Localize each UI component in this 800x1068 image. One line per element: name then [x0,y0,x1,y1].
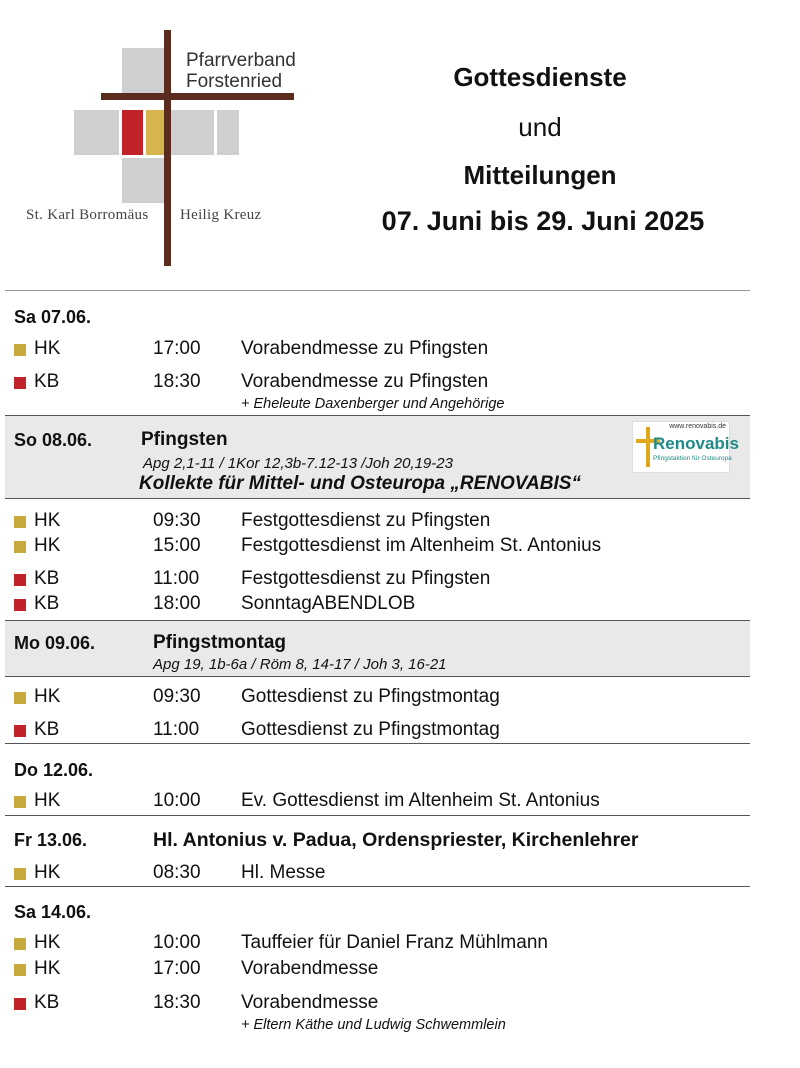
logo-cross-horizontal [101,93,294,100]
service-time: 15:00 [153,535,201,556]
kb-marker [14,574,26,586]
divider [5,498,750,499]
hk-marker [14,796,26,808]
feast-name: Hl. Antonius v. Padua, Ordenspriester, Kirchenlehrer [153,829,639,851]
service-time: 18:00 [153,593,201,614]
service-location: KB [34,593,60,614]
service-location: HK [34,790,61,811]
day-date: Sa 14.06. [14,902,92,922]
service-location: KB [34,719,60,740]
service-location: KB [34,371,60,392]
service-time: 17:00 [153,958,201,979]
hk-marker [14,344,26,356]
renovabis-cross-icon [646,427,650,467]
divider [5,676,750,677]
service-description: Hl. Messe [241,862,326,883]
service-description: Festgottesdienst im Altenheim St. Antonius [241,535,602,556]
service-time: 08:30 [153,862,201,883]
scripture-readings: Apg 19, 1b-6a / Röm 8, 14-17 / Joh 3, 16-21 [153,656,447,673]
logo-cross-vertical [164,30,171,266]
day-date: Do 12.06. [14,760,94,780]
service-description: Vorabendmesse zu Pfingsten [241,338,489,359]
day-date: Mo 09.06. [14,633,96,653]
hk-marker [14,692,26,704]
day-date: Sa 07.06. [14,307,92,327]
renovabis-tagline: Pfingstaktion für Osteuropa [653,455,732,462]
divider [5,290,750,291]
scripture-readings: Apg 2,1-11 / 1Kor 12,3b-7.12-13 /Joh 20,19-23 [143,455,453,472]
service-time: 17:00 [153,338,201,359]
service-time: 09:30 [153,686,201,707]
service-location: HK [34,535,61,556]
intention-note: + Eltern Käthe und Ludwig Schwemmlein [241,1017,506,1033]
feast-name: Pfingstmontag [153,632,286,653]
service-time: 10:00 [153,932,201,953]
service-time: 18:30 [153,992,201,1013]
kb-marker [14,998,26,1010]
logo-square [74,110,119,155]
hk-marker [14,541,26,553]
header-title: Gottesdienste [453,62,627,92]
hk-marker [14,516,26,528]
service-location: KB [34,568,60,589]
service-location: HK [34,510,61,531]
collection-note: Kollekte für Mittel- und Osteuropa „RENOVABIS“ [139,473,581,494]
service-time: 11:00 [153,568,200,589]
intention-note: + Eheleute Daxenberger und Angehörige [241,396,505,412]
logo-square [122,158,167,203]
logo-name-line1: Pfarrverband [186,50,296,71]
logo-church-right: Heilig Kreuz [180,207,262,223]
hk-marker [14,868,26,880]
hk-marker [14,938,26,950]
logo-church-left: St. Karl Borromäus [26,207,149,223]
logo-square [122,48,167,93]
logo-square [169,110,214,155]
service-description: Vorabendmesse [241,992,379,1013]
service-description: Gottesdienst zu Pfingstmontag [241,719,500,740]
service-time: 10:00 [153,790,201,811]
divider [5,815,750,816]
service-location: HK [34,958,61,979]
service-description: Gottesdienst zu Pfingstmontag [241,686,500,707]
service-description: SonntagABENDLOB [241,593,416,614]
service-description: Vorabendmesse zu Pfingsten [241,371,489,392]
header-subtitle: Mitteilungen [463,160,617,190]
divider [5,743,750,744]
kb-marker [14,725,26,737]
logo-name-line2: Forstenried [186,71,283,92]
day-date: Fr 13.06. [14,830,88,850]
service-location: KB [34,992,60,1013]
renovabis-name: Renovabis [653,434,739,453]
renovabis-logo [632,421,739,473]
service-description: Vorabendmesse [241,958,379,979]
service-description: Tauffeier für Daniel Franz Mühlmann [241,932,548,953]
service-location: HK [34,932,61,953]
hk-marker [14,964,26,976]
header-und: und [518,112,562,142]
divider [5,886,750,887]
day-date: So 08.06. [14,430,93,450]
kb-marker [14,377,26,389]
service-time: 11:00 [153,719,200,740]
service-description: Ev. Gottesdienst im Altenheim St. Antonius [241,790,600,811]
header-date-range: 07. Juni bis 29. Juni 2025 [381,206,705,236]
service-location: HK [34,338,61,359]
logo-square [217,110,239,155]
service-description: Festgottesdienst zu Pfingsten [241,510,491,531]
service-description: Festgottesdienst zu Pfingsten [241,568,491,589]
renovabis-url: www.renovabis.de [669,423,726,430]
kb-marker [14,599,26,611]
service-time: 09:30 [153,510,201,531]
service-time: 18:30 [153,371,201,392]
service-location: HK [34,862,61,883]
logo-red-bar [122,110,143,155]
feast-name: Pfingsten [141,429,228,450]
service-location: HK [34,686,61,707]
